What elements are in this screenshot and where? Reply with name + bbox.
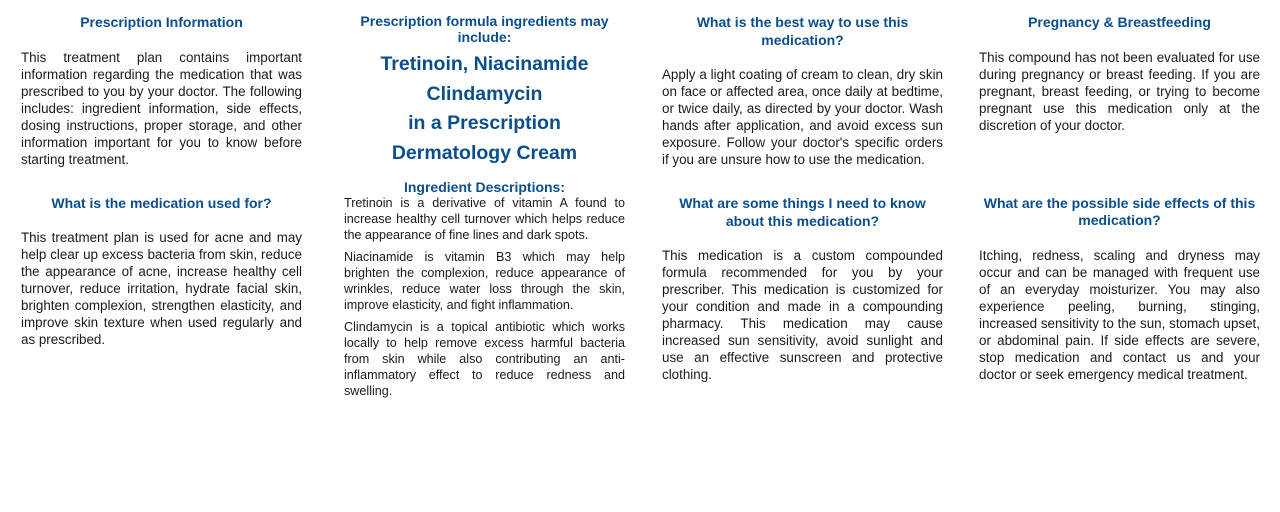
heading-formula-ingredients: Prescription formula ingredients may include: [360, 13, 609, 45]
column-ingredients [344, 14, 625, 399]
heading-pregnancy-breastfeeding: Pregnancy & Breastfeeding [1028, 14, 1211, 30]
product-title-line: in a Prescription [408, 112, 561, 134]
heading-best-way-to-use: What is the best way to use this medication? [696, 14, 909, 48]
product-title-line: Dermatology Cream [391, 141, 578, 164]
paragraph-best-way-to-use: Apply a light coating of cream to clean, dry skin on face or affected area, once daily at bedtime, or twice daily, as directed by your doctor. Wash hands after application, and avoid excess sun exposure. Follow your doctor's specific orders if you are unsure how to use the medication. [662, 67, 943, 167]
description-niacinamide: Niacinamide is vitamin B3 which may help brighten the complexion, reduce appearance of wrinkles, reduce water loss through the skin, improve elasticity, and fight inflammation. [344, 250, 625, 312]
heading-medication-use: What is the medication used for? [51, 194, 272, 211]
column-prescription-information [21, 14, 302, 348]
product-title-line: Tretinoin, Niacinamide [380, 53, 589, 75]
paragraph-things-to-know: This medication is a custom compounded formula recommended for you by your prescriber. This medication is customized for your condition and made in a compounding pharmacy. This medication may cause increased sun sensitivity, avoid sunlight and use an effective sunscreen and protective clothing. [662, 248, 943, 382]
product-title-line: Clindamycin [426, 82, 543, 105]
heading-things-to-know: What are some things I need to know about this medication? [679, 195, 926, 229]
column-pregnancy-side-effects [979, 14, 1260, 383]
heading-prescription-information: Prescription Information [80, 14, 243, 30]
paragraph-side-effects: Itching, redness, scaling and dryness may occur and can be managed with frequent use of an everyday moisturizer. You may also experience peeling, burning, stinging, increased sensitivity to the sun, stomach upset, or abdominal pain. If side effects are severe, stop medication and contact us and your doctor or seek emergency medical treatment. [979, 247, 1260, 382]
paragraph-prescription-information: This treatment plan contains important information regarding the medication that was prescribed to you by your doctor. The following includes: ingredient information, side effects, dosing instructions, proper storage, and other information important for you to know before starting treatment. [21, 49, 302, 167]
heading-side-effects: What are the possible side effects of this medication? [983, 194, 1256, 228]
heading-ingredient-descriptions: Ingredient Descriptions: [403, 179, 566, 195]
description-tretinoin: Tretinoin is a derivative of vitamin A found to increase healthy cell turnover which helps reduce the appearance of fine lines and dark spots. [344, 196, 625, 242]
paragraph-medication-use: This treatment plan is used for acne and may help clear up excess bacteria from skin, reduce the appearance of acne, increase healthy cell turnover, reduce irritation, hydrate facial skin, brighten complexion, strengthen elasticity, and improve skin texture when used regularly and as prescribed. [21, 230, 302, 347]
column-usage [662, 14, 943, 383]
description-clindamycin: Clindamycin is a topical antibiotic which works locally to help remove excess harmful bacteria from skin while also contributing an anti-inflammatory effect to reduce redness and swelling. [344, 320, 625, 398]
product-title [344, 50, 625, 168]
paragraph-pregnancy-breastfeeding: This compound has not been evaluated for use during pregnancy or breast feeding. If you are pregnant, breast feeding, or trying to become pregnant use this medication only at the discretion of your doctor. [979, 49, 1260, 133]
